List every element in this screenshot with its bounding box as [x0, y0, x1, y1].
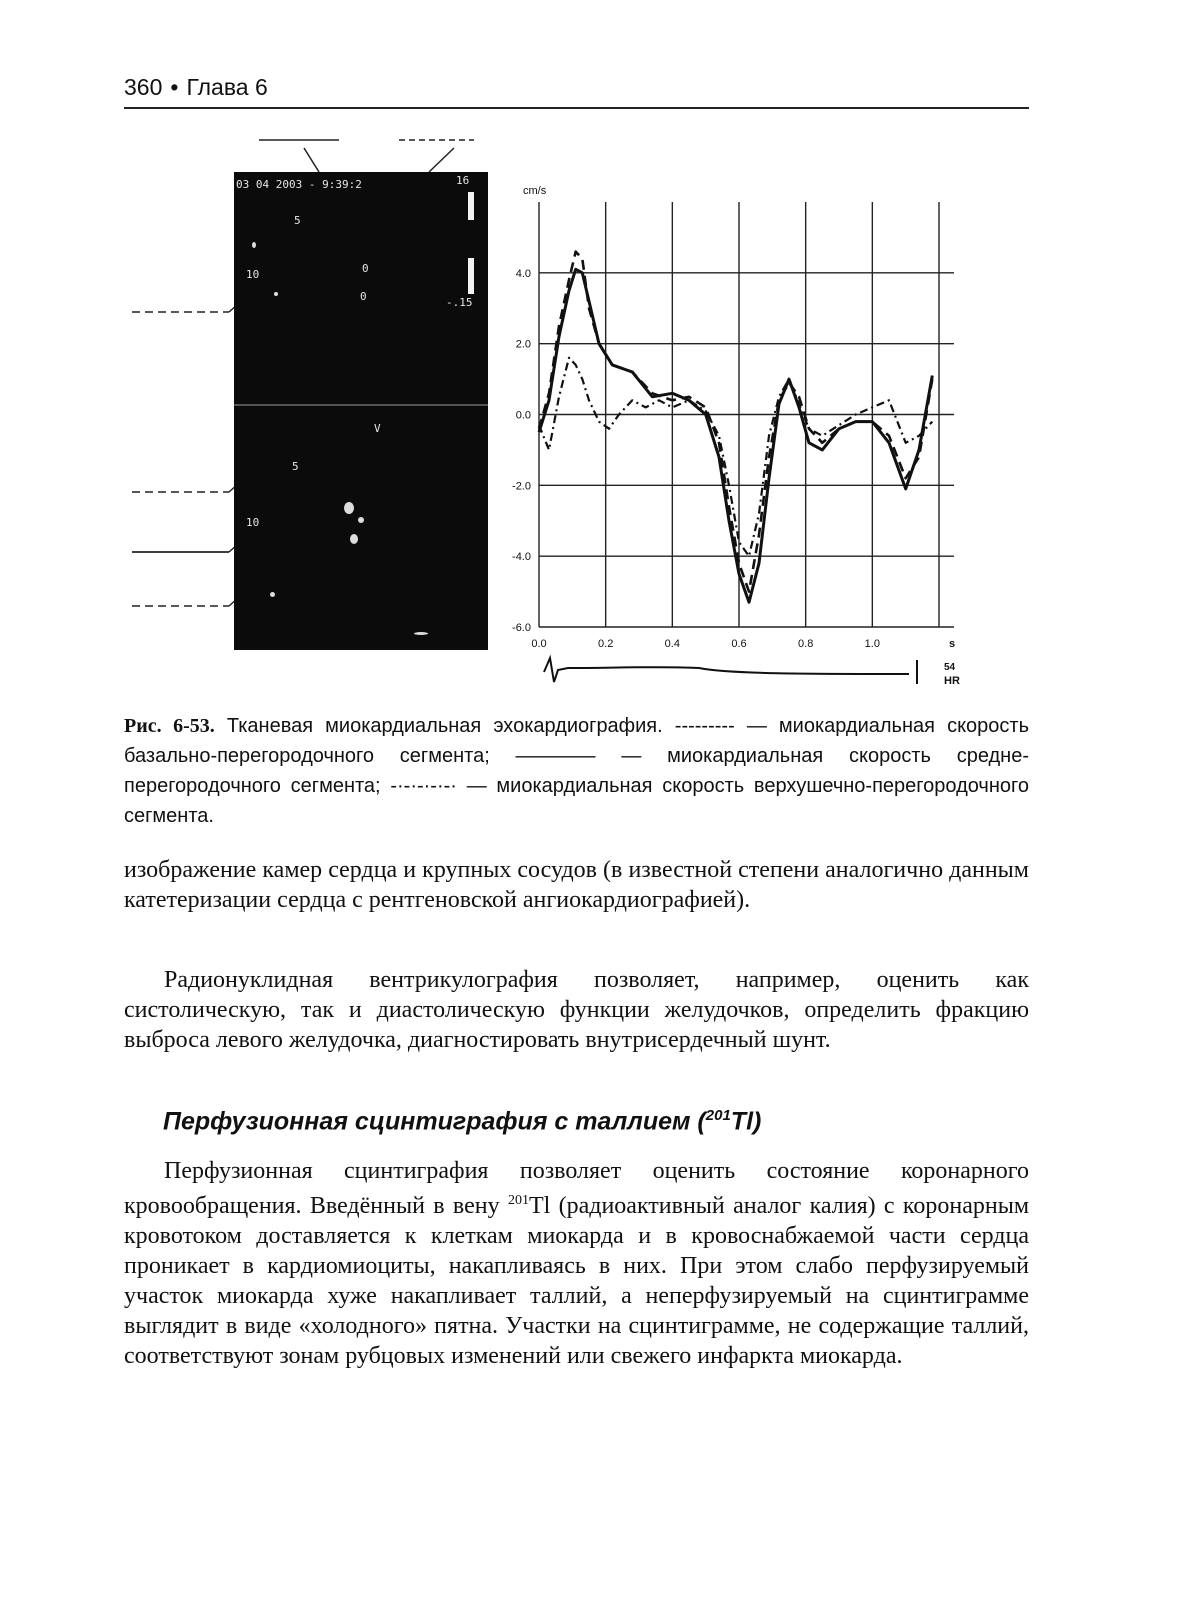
section-title-pre: Перфузионная сцинтиграфия с таллием (	[163, 1107, 706, 1136]
page-header	[124, 74, 1029, 109]
echo-marker-0a: 0	[362, 262, 369, 275]
echo-speckle	[414, 632, 428, 635]
x-tick-label: 0.0	[531, 638, 547, 650]
hr-value: 54	[944, 662, 956, 673]
section-title-post: Tl)	[730, 1107, 762, 1136]
y-tick-label: -6.0	[512, 622, 531, 634]
velocity-chart	[489, 172, 1009, 712]
echo-marker-5: 5	[294, 214, 301, 227]
paragraph-3-pre: Перфузионная сцинтиграфия позволяет оценить состояние коронарного кровообращения. Введённый в вену	[124, 1158, 1029, 1219]
y-tick-label: 4.0	[515, 267, 531, 280]
paragraph-3	[124, 1156, 1029, 1371]
series-line-solid	[539, 269, 932, 602]
echo-speckle	[358, 517, 364, 523]
y-tick-label: 0.0	[515, 409, 531, 422]
page-number: 360	[124, 74, 163, 100]
ecg-trace	[544, 658, 909, 682]
y-tick-label: 2.0	[515, 338, 531, 351]
echo-marker-0b: 0	[360, 290, 367, 303]
echo-scale-bar-top	[468, 192, 474, 220]
echo-scale-top: 16	[456, 174, 470, 187]
x-axis-label: s	[949, 638, 956, 650]
figure-6-53	[124, 130, 1029, 700]
echo-marker-10: 10	[246, 268, 260, 281]
echo-marker-5b: 5	[292, 460, 299, 473]
echo-scale-bottom: -.15	[446, 296, 473, 309]
header-separator: •	[170, 74, 179, 100]
echo-marker-10b: 10	[246, 516, 260, 529]
hr-label: HR	[944, 675, 960, 687]
echo-marker-v: V	[374, 422, 381, 435]
section-title	[163, 1107, 761, 1136]
echo-speckle	[344, 502, 354, 514]
echo-speckle	[350, 534, 358, 544]
echo-image-panel	[234, 172, 488, 650]
echo-speckle	[274, 292, 278, 296]
x-tick-label: 0.4	[664, 638, 680, 650]
figure-caption	[124, 711, 1029, 831]
y-tick-label: -2.0	[512, 480, 531, 493]
x-tick-label: 0.8	[798, 638, 814, 650]
paragraph-1: изображение камер сердца и крупных сосудов (в известной степени аналогично данным катетеризации сердца с рентгеновской ангиокардиографией).	[124, 857, 1029, 913]
caption-label: Рис. 6-53.	[124, 715, 215, 737]
x-tick-label: 0.2	[598, 638, 614, 650]
x-tick-label: 0.6	[731, 638, 747, 650]
section-title-sup: 201	[705, 1107, 731, 1124]
echo-speckle	[252, 242, 256, 248]
x-tick-label: 1.0	[864, 638, 880, 650]
series-line-dash-dot	[539, 358, 932, 556]
echo-speckle	[270, 592, 275, 597]
paragraph-2: Радионуклидная вентрикулография позволяет, например, оценить как систолическую, так и диастолическую функции желудочков, определить фракцию выброса левого желудочка, диагностировать внутрисердечный шунт.	[124, 967, 1029, 1053]
paragraph-3-sup: 201	[507, 1193, 529, 1208]
y-tick-label: -4.0	[512, 551, 531, 564]
echo-scale-bar-bottom	[468, 258, 474, 294]
caption-text: Тканевая миокардиальная эхокардиография. --------- — миокардиальная скорость базально-перегородочного сегмента; ———— — миокардиальная скорость средне-перегородочного сегмента; -·-·-·-·-· — миокардиальная скорость верхушечно-перегородочного сегмента.	[124, 715, 1029, 827]
echo-timestamp: 03 04 2003 - 9:39:2	[236, 178, 362, 191]
chapter-title: Глава 6	[186, 74, 268, 100]
echo-panel-divider	[234, 404, 488, 406]
paragraph-3-post: Tl (радиоактивный аналог калия) с коронарным кровотоком доставляется к клеткам миокарда и в кровоснабжаемой части сердца проникает в кардиомиоциты, накапливаясь в них. При этом слабо перфузируемый участок миокарда хуже накапливает таллий, а неперфузируемый на сцинтиграмме выглядит в виде «холодного» пятна. Участки на сцинтиграмме, не содержащие таллий, соответствуют зонам рубцовых изменений или свежего инфаркта миокарда.	[124, 1193, 1030, 1369]
y-axis-label: cm/s	[523, 185, 547, 197]
